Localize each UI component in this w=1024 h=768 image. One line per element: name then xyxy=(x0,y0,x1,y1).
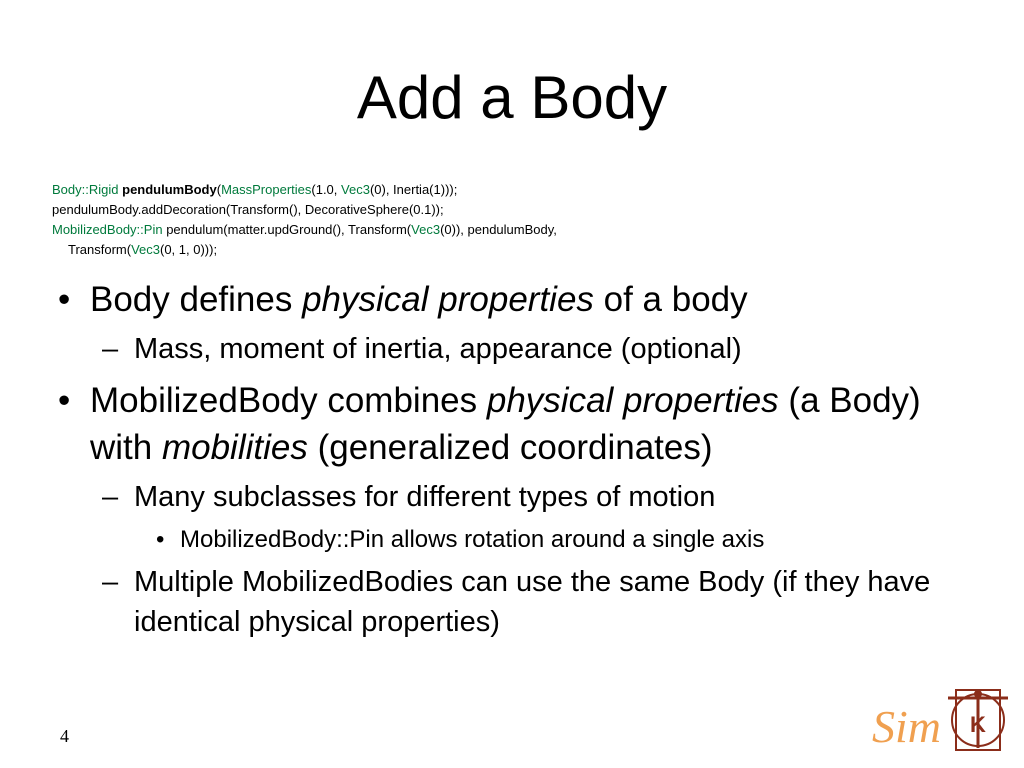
code-token: Body xyxy=(52,182,82,197)
bullet-text: Body defines xyxy=(90,280,303,319)
code-line-2: pendulumBody.addDecoration(Transform(), DecorativeSphere(0.1)); xyxy=(52,202,444,217)
dash-marker: – xyxy=(102,481,119,513)
logo-letter: K xyxy=(970,712,986,737)
sub-bullet-text: Many subclasses for different types of motion xyxy=(134,481,716,513)
dash-marker: – xyxy=(102,333,119,365)
code-line-1 xyxy=(52,180,557,200)
code-token: MassProperties xyxy=(221,182,312,197)
sub-bullet-subclasses xyxy=(52,477,972,517)
code-token: :: xyxy=(136,222,144,237)
code-line-3 xyxy=(52,220,557,240)
bullet-mobilizedbody-combines xyxy=(52,377,972,471)
bullet-emphasis: mobilities xyxy=(161,428,308,467)
code-token: Transform( xyxy=(68,242,132,257)
bullet-text: (a Body) with xyxy=(90,381,921,467)
bullet-text: (generalized coordinates) xyxy=(307,428,713,467)
code-block xyxy=(52,180,557,260)
sub-bullet-mass xyxy=(52,329,972,369)
bullet-text: MobilizedBody combines xyxy=(90,381,487,420)
sub-sub-bullet-pin xyxy=(52,523,972,556)
code-token: Vec3 xyxy=(341,182,370,197)
sub-bullet-text: Multiple MobilizedBodies can use the same Body (if they have identical physical properties) xyxy=(134,566,931,638)
page-number: 4 xyxy=(60,726,69,746)
code-token: (0, 1, 0))); xyxy=(160,242,218,257)
bullet-text: of a body xyxy=(593,280,748,319)
code-token: ( xyxy=(216,182,222,197)
sub-sub-bullet-text: MobilizedBody::Pin allows rotation around a single axis xyxy=(180,526,765,553)
dash-marker: – xyxy=(102,566,119,598)
code-token: Rigid xyxy=(88,182,119,197)
bullet-marker: • xyxy=(58,280,71,319)
code-token: MobilizedBody xyxy=(52,222,137,237)
code-token: Vec3 xyxy=(131,242,160,257)
logo-head xyxy=(974,690,982,698)
bullet-emphasis: physical properties xyxy=(302,280,594,319)
bullet-body-defines xyxy=(52,276,972,323)
sub-bullet-text: Mass, moment of inertia, appearance (optional) xyxy=(134,333,742,365)
logo-text: Sim xyxy=(872,701,941,752)
bullet-emphasis: physical properties xyxy=(486,381,779,420)
code-token: pendulumBody xyxy=(122,182,217,197)
sub-bullet-multiple xyxy=(52,562,972,642)
simtk-logo xyxy=(870,682,1010,760)
code-line-4 xyxy=(52,240,557,260)
code-token: (1.0, xyxy=(311,182,342,197)
slide-title: Add a Body xyxy=(356,64,668,131)
bullet-marker: • xyxy=(156,526,165,553)
code-token: Pin xyxy=(143,222,163,237)
bullet-list xyxy=(52,268,972,642)
code-token: (0)), pendulumBody, xyxy=(440,222,557,237)
bullet-marker: • xyxy=(58,381,71,420)
code-token: Vec3 xyxy=(411,222,441,237)
code-token: pendulum(matter.updGround(), Transform( xyxy=(162,222,412,237)
code-token: (0), Inertia(1))); xyxy=(369,182,458,197)
code-token: :: xyxy=(81,182,89,197)
